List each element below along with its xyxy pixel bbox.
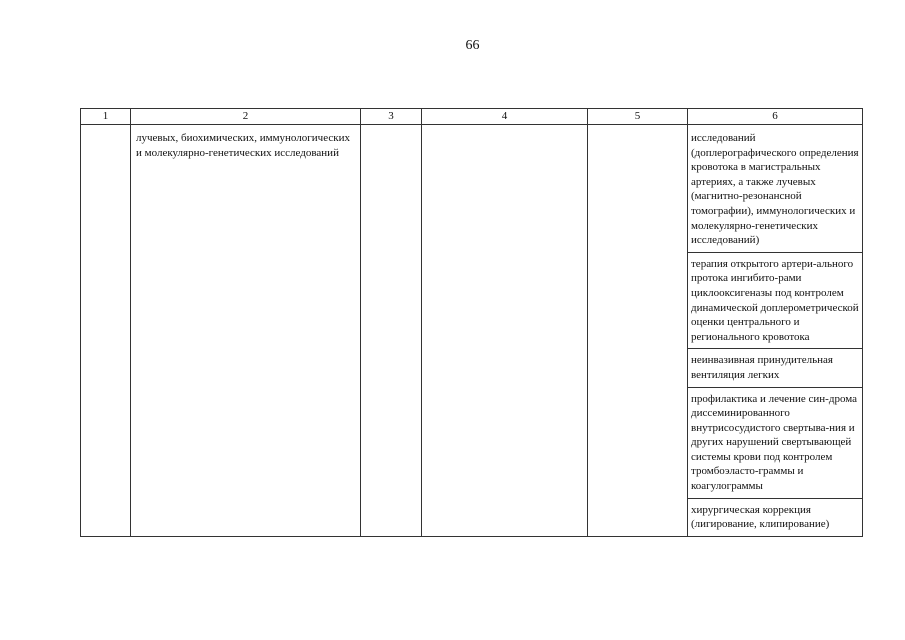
page-number: 66 bbox=[465, 38, 480, 53]
cell-col-3 bbox=[361, 125, 422, 537]
cell-col-2: лучевых, биохимических, иммунологических и молекулярно-генетических исследований bbox=[131, 125, 361, 537]
header-col-2: 2 bbox=[131, 109, 361, 125]
cell-col-6-item-4: профилактика и лечение син-дрома диссеминированного внутрисосудистого свертыва-ния и других нарушений свертывающей системы крови под контролем тромбоэласто-граммы и коагулограммы bbox=[688, 387, 863, 498]
cell-col-6-item-3: неинвазивная принудительная вентиляция легких bbox=[688, 349, 863, 387]
cell-col-6-item-5: хирургическая коррекция (лигирование, клипирование) bbox=[688, 498, 863, 536]
cell-col-6-item-1: исследований (доплерографического определения кровотока в магистральных артериях, а также лучевых (магнитно-резонансной томографии), иммунологических и молекулярно-генетических исследований) bbox=[688, 125, 863, 253]
cell-col-5 bbox=[588, 125, 688, 537]
table-row bbox=[81, 125, 863, 253]
header-col-6: 6 bbox=[688, 109, 863, 125]
header-col-5: 5 bbox=[588, 109, 688, 125]
document-table bbox=[80, 108, 863, 537]
header-col-3: 3 bbox=[361, 109, 422, 125]
table-header-row bbox=[81, 109, 863, 125]
cell-col-1 bbox=[81, 125, 131, 537]
header-col-4: 4 bbox=[422, 109, 588, 125]
cell-col-4 bbox=[422, 125, 588, 537]
header-col-1: 1 bbox=[81, 109, 131, 125]
cell-col-6-item-2: терапия открытого артери-ального протока ингибито-рами циклооксигеназы под контролем динамической доплерометрической оценки центрального и регионального кровотока bbox=[688, 252, 863, 349]
